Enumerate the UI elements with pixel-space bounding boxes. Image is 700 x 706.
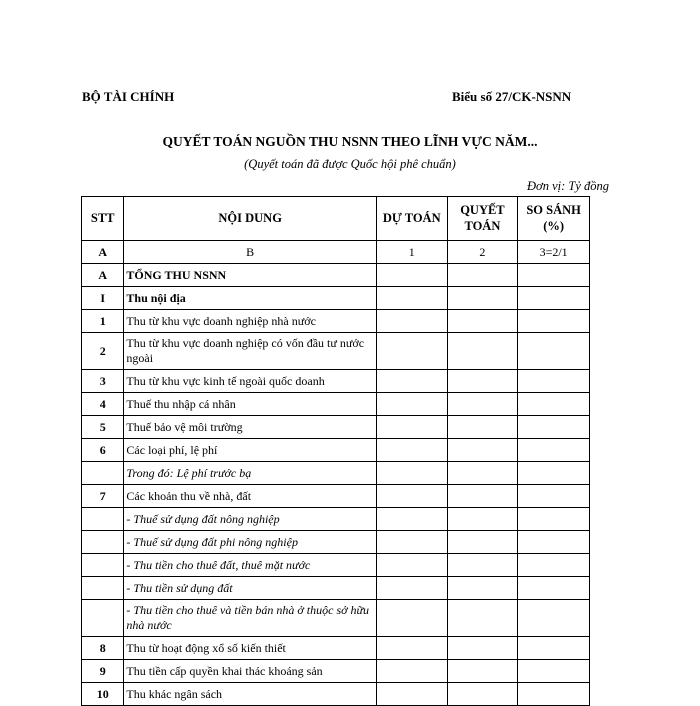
row-content: Các khoản thu về nhà, đất: [124, 485, 376, 508]
row-stt: 6: [82, 439, 124, 462]
table-row: [82, 637, 590, 660]
row-stt: 9: [82, 660, 124, 683]
form-code: Biểu số 27/CK-NSNN: [452, 89, 572, 104]
row-estimate: [376, 439, 447, 462]
row-stt: [82, 508, 124, 531]
row-compare: [518, 370, 590, 393]
row-estimate: [376, 310, 447, 333]
row-stt: 7: [82, 485, 124, 508]
row-estimate: [376, 577, 447, 600]
index-stt: A: [82, 241, 124, 264]
row-content: TỔNG THU NSNN: [124, 264, 376, 287]
row-content: Thu tiền cấp quyền khai thác khoáng sản: [124, 660, 376, 683]
table-row: [82, 370, 590, 393]
row-estimate: [376, 287, 447, 310]
index-compare: 3=2/1: [518, 241, 590, 264]
row-stt: [82, 600, 124, 637]
header-row: [82, 197, 590, 241]
row-final: [447, 333, 518, 370]
row-final: [447, 660, 518, 683]
index-row: [82, 241, 590, 264]
row-estimate: [376, 393, 447, 416]
header-final: QUYẾT TOÁN: [447, 197, 518, 241]
table-row: [82, 287, 590, 310]
revenue-table: [81, 196, 590, 706]
row-compare: [518, 393, 590, 416]
header-compare: SO SÁNH (%): [518, 197, 590, 241]
row-compare: [518, 600, 590, 637]
row-stt: [82, 462, 124, 485]
table-row: [82, 439, 590, 462]
unit-label: Đơn vị: Tỷ đồng: [527, 179, 610, 193]
agency-name: BỘ TÀI CHÍNH: [82, 89, 175, 104]
row-content: Thu từ khu vực doanh nghiệp nhà nước: [124, 310, 376, 333]
row-final: [447, 531, 518, 554]
row-compare: [518, 531, 590, 554]
row-final: [447, 554, 518, 577]
row-stt: 5: [82, 416, 124, 439]
row-final: [447, 287, 518, 310]
row-estimate: [376, 600, 447, 637]
row-final: [447, 485, 518, 508]
row-compare: [518, 637, 590, 660]
row-compare: [518, 264, 590, 287]
table-row: [82, 508, 590, 531]
row-content: Thu khác ngân sách: [124, 683, 376, 706]
row-compare: [518, 554, 590, 577]
row-stt: 1: [82, 310, 124, 333]
table-row: [82, 485, 590, 508]
row-content: Thuế thu nhập cá nhân: [124, 393, 376, 416]
row-content: - Thu tiền sử dụng đất: [124, 577, 376, 600]
table-row: [82, 600, 590, 637]
row-final: [447, 439, 518, 462]
row-final: [447, 310, 518, 333]
row-compare: [518, 577, 590, 600]
row-final: [447, 600, 518, 637]
row-final: [447, 416, 518, 439]
table-row: [82, 683, 590, 706]
header-content: NỘI DUNG: [124, 197, 376, 241]
table-row: [82, 416, 590, 439]
table-row: [82, 462, 590, 485]
row-stt: 3: [82, 370, 124, 393]
table-row: [82, 310, 590, 333]
row-final: [447, 577, 518, 600]
row-stt: [82, 577, 124, 600]
row-estimate: [376, 333, 447, 370]
index-estimate: 1: [376, 241, 447, 264]
row-content: Thu từ khu vực doanh nghiệp có vốn đầu tư nước ngoài: [124, 333, 376, 370]
row-compare: [518, 683, 590, 706]
row-compare: [518, 333, 590, 370]
row-stt: 2: [82, 333, 124, 370]
row-compare: [518, 439, 590, 462]
index-final: 2: [447, 241, 518, 264]
row-content: Các loại phí, lệ phí: [124, 439, 376, 462]
row-final: [447, 393, 518, 416]
row-estimate: [376, 462, 447, 485]
row-compare: [518, 508, 590, 531]
row-compare: [518, 462, 590, 485]
row-compare: [518, 310, 590, 333]
row-content: Thu từ hoạt động xổ số kiến thiết: [124, 637, 376, 660]
row-content: - Thuế sử dụng đất phi nông nghiệp: [124, 531, 376, 554]
row-final: [447, 462, 518, 485]
row-final: [447, 637, 518, 660]
row-estimate: [376, 637, 447, 660]
document-title: QUYẾT TOÁN NGUỒN THU NSNN THEO LĨNH VỰC NĂM...: [162, 134, 538, 149]
row-stt: [82, 554, 124, 577]
table-row: [82, 333, 590, 370]
row-estimate: [376, 683, 447, 706]
row-stt: 10: [82, 683, 124, 706]
row-final: [447, 508, 518, 531]
row-compare: [518, 287, 590, 310]
row-estimate: [376, 531, 447, 554]
row-estimate: [376, 508, 447, 531]
row-estimate: [376, 554, 447, 577]
row-content: Thu nội địa: [124, 287, 376, 310]
table-row: [82, 531, 590, 554]
row-stt: A: [82, 264, 124, 287]
row-compare: [518, 416, 590, 439]
row-content: Thu từ khu vực kinh tế ngoài quốc doanh: [124, 370, 376, 393]
row-stt: [82, 531, 124, 554]
table-row: [82, 393, 590, 416]
index-content: B: [124, 241, 376, 264]
row-content: - Thu tiền cho thuê đất, thuê mặt nước: [124, 554, 376, 577]
table-row: [82, 554, 590, 577]
row-content: - Thuế sử dụng đất nông nghiệp: [124, 508, 376, 531]
row-estimate: [376, 264, 447, 287]
header-estimate: DỰ TOÁN: [376, 197, 447, 241]
row-content: Trong đó: Lệ phí trước bạ: [124, 462, 376, 485]
row-estimate: [376, 485, 447, 508]
row-compare: [518, 660, 590, 683]
row-final: [447, 264, 518, 287]
row-stt: 8: [82, 637, 124, 660]
header-stt: STT: [82, 197, 124, 241]
table-row: [82, 577, 590, 600]
row-estimate: [376, 660, 447, 683]
row-stt: I: [82, 287, 124, 310]
row-compare: [518, 485, 590, 508]
row-estimate: [376, 370, 447, 393]
document-subtitle: (Quyết toán đã được Quốc hội phê chuẩn): [244, 157, 456, 171]
row-final: [447, 683, 518, 706]
table-row: [82, 264, 590, 287]
row-content: Thuế bảo vệ môi trường: [124, 416, 376, 439]
row-content: - Thu tiền cho thuê và tiền bán nhà ở thuộc sở hữu nhà nước: [124, 600, 376, 637]
row-final: [447, 370, 518, 393]
row-estimate: [376, 416, 447, 439]
row-stt: 4: [82, 393, 124, 416]
table-row: [82, 660, 590, 683]
